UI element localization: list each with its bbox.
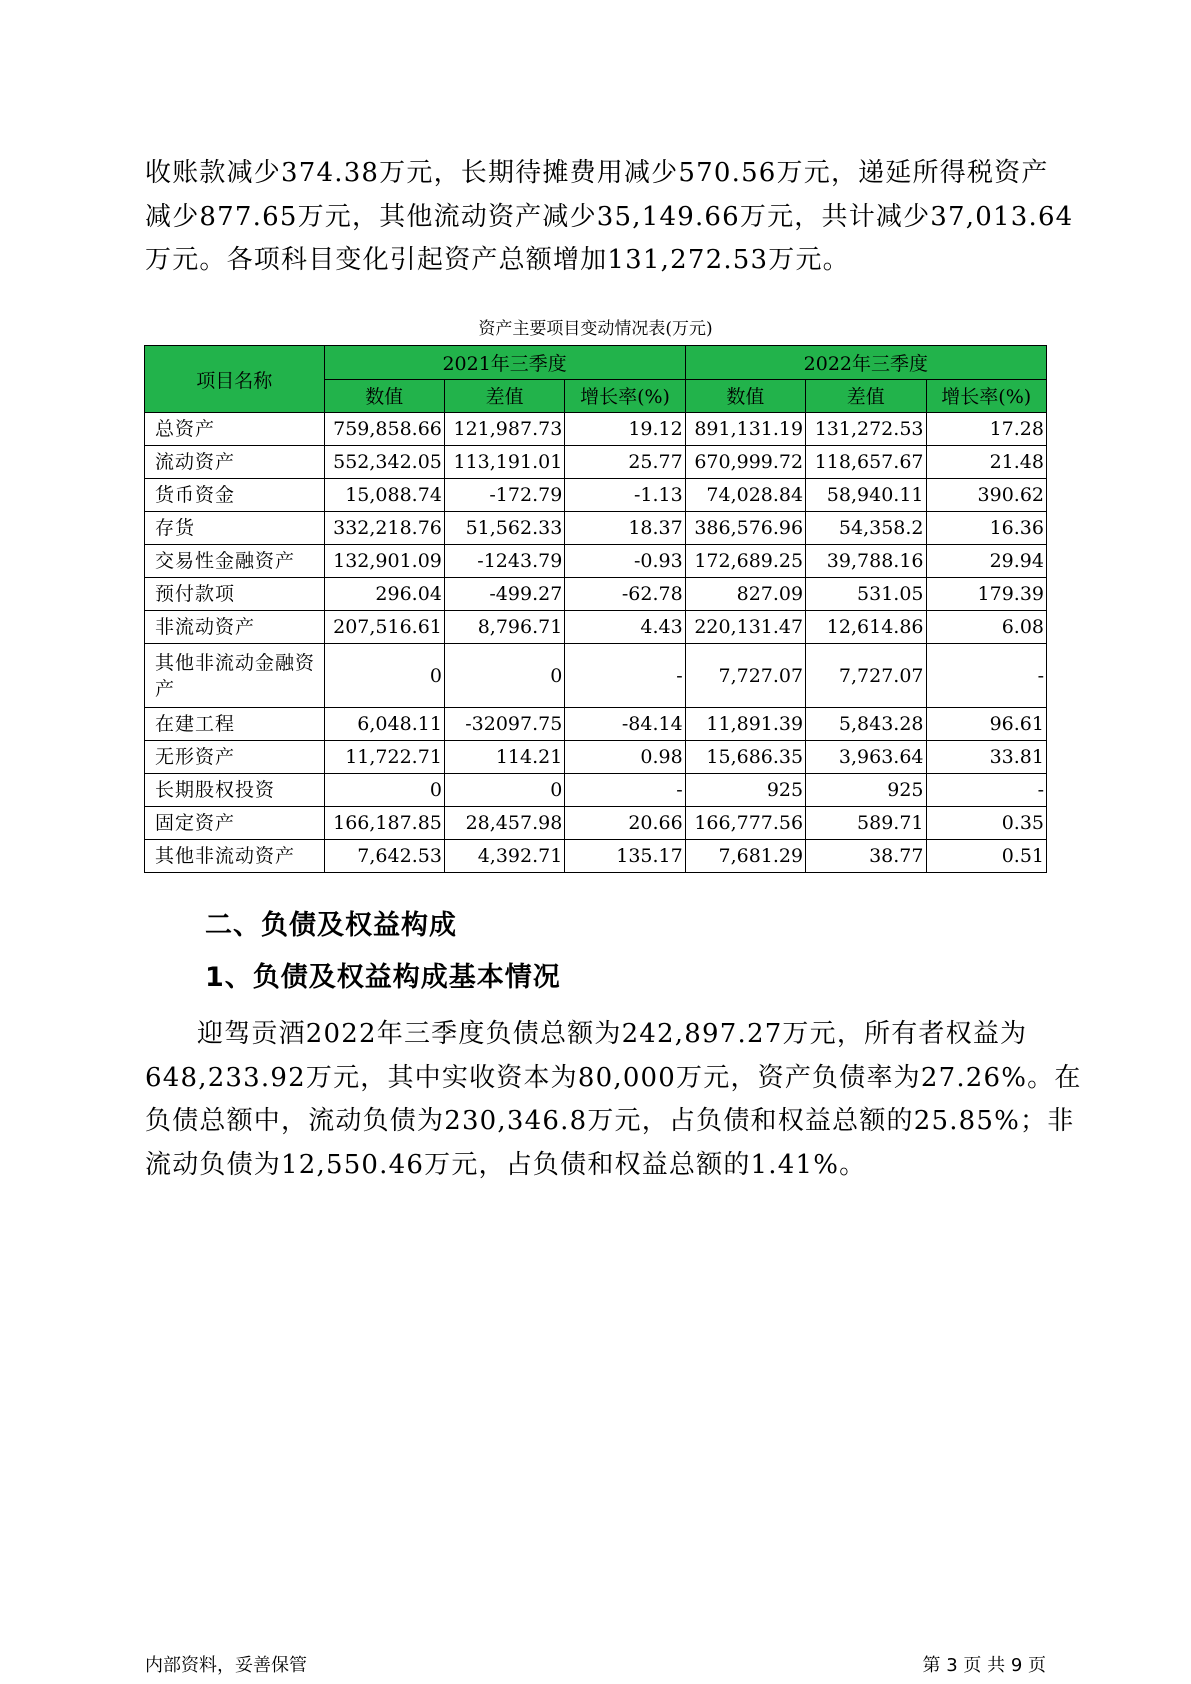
- table-cell: 17.28: [926, 413, 1047, 446]
- table-cell: 670,999.72: [685, 446, 805, 479]
- table-cell: -62.78: [565, 578, 685, 611]
- table-cell: 166,187.85: [324, 807, 444, 840]
- table-cell: 118,657.67: [806, 446, 926, 479]
- table-row: [145, 413, 1047, 446]
- table-cell: -0.93: [565, 545, 685, 578]
- row-item-name: 在建工程: [145, 708, 325, 741]
- table-cell: 220,131.47: [685, 611, 805, 644]
- table-cell: 16.36: [926, 512, 1047, 545]
- table-cell: 132,901.09: [324, 545, 444, 578]
- table-cell: -499.27: [444, 578, 564, 611]
- table-cell: 11,722.71: [324, 741, 444, 774]
- table-cell: 3,963.64: [806, 741, 926, 774]
- table-cell: 296.04: [324, 578, 444, 611]
- table-cell: 332,218.76: [324, 512, 444, 545]
- table-cell: 131,272.53: [806, 413, 926, 446]
- footer-page-number: 第 3 页 共 9 页: [922, 1655, 1046, 1676]
- paragraph-line: 648,233.92万元，其中实收资本为80,000万元，资产负债率为27.26%。在: [145, 1062, 1082, 1093]
- table-cell: 20.66: [565, 807, 685, 840]
- table-cell: 12,614.86: [806, 611, 926, 644]
- table-cell: -1243.79: [444, 545, 564, 578]
- table-cell: 6.08: [926, 611, 1047, 644]
- table-row: [145, 578, 1047, 611]
- footer-confidential-note: 内部资料，妥善保管: [145, 1655, 307, 1676]
- paragraph-line: 流动负债为12,550.46万元，占负债和权益总额的1.41%。: [145, 1149, 867, 1180]
- row-item-name: 流动资产: [145, 446, 325, 479]
- table-cell: 7,681.29: [685, 840, 805, 873]
- header-period-2021: 2021年三季度: [324, 346, 685, 380]
- header-value: 数值: [324, 379, 444, 413]
- table-cell: 18.37: [565, 512, 685, 545]
- table-cell: 6,048.11: [324, 708, 444, 741]
- header-value: 数值: [685, 379, 805, 413]
- row-item-name: 非流动资产: [145, 611, 325, 644]
- table-cell: -84.14: [565, 708, 685, 741]
- paragraph-line: 万元。各项科目变化引起资产总额增加131,272.53万元。: [145, 245, 850, 275]
- table-cell: -: [565, 644, 685, 708]
- table-cell: 15,088.74: [324, 479, 444, 512]
- table-body: [145, 413, 1047, 873]
- row-item-name: 交易性金融资产: [145, 545, 325, 578]
- table-cell: -: [926, 644, 1047, 708]
- table-cell: 827.09: [685, 578, 805, 611]
- table-caption: 资产主要项目变动情况表(万元): [478, 319, 713, 339]
- table-row: [145, 479, 1047, 512]
- table-cell: 121,987.73: [444, 413, 564, 446]
- table-cell: 589.71: [806, 807, 926, 840]
- table-cell: 172,689.25: [685, 545, 805, 578]
- table-cell: 58,940.11: [806, 479, 926, 512]
- table-cell: 135.17: [565, 840, 685, 873]
- table-cell: 38.77: [806, 840, 926, 873]
- table-cell: 28,457.98: [444, 807, 564, 840]
- table-cell: 8,796.71: [444, 611, 564, 644]
- table-cell: 33.81: [926, 741, 1047, 774]
- table-cell: 54,358.2: [806, 512, 926, 545]
- header-difference: 差值: [444, 379, 564, 413]
- header-growth-rate: 增长率(%): [565, 379, 685, 413]
- table-cell: 39,788.16: [806, 545, 926, 578]
- table-cell: 113,191.01: [444, 446, 564, 479]
- table-cell: -: [565, 774, 685, 807]
- table-cell: -172.79: [444, 479, 564, 512]
- header-period-2022: 2022年三季度: [685, 346, 1046, 380]
- paragraph-line: 减少877.65万元，其他流动资产减少35,149.66万元，共计减少37,013.64: [145, 201, 1074, 232]
- table-cell: 15,686.35: [685, 741, 805, 774]
- table-cell: -1.13: [565, 479, 685, 512]
- intro-paragraph: [145, 152, 1074, 283]
- row-item-name: 预付款项: [145, 578, 325, 611]
- table-row: [145, 512, 1047, 545]
- table-cell: 11,891.39: [685, 708, 805, 741]
- subsection-heading: 1、负债及权益构成基本情况: [205, 962, 561, 993]
- table-cell: 96.61: [926, 708, 1047, 741]
- row-item-name: 总资产: [145, 413, 325, 446]
- table-cell: 51,562.33: [444, 512, 564, 545]
- row-item-name: 固定资产: [145, 807, 325, 840]
- table-cell: 0: [444, 774, 564, 807]
- table-cell: 74,028.84: [685, 479, 805, 512]
- paragraph-line: 负债总额中，流动负债为230,346.8万元，占负债和权益总额的25.85%；非: [145, 1106, 1075, 1136]
- table-row: [145, 446, 1047, 479]
- header-growth-rate: 增长率(%): [926, 379, 1047, 413]
- liabilities-paragraph: [145, 1013, 1082, 1187]
- table-row: [145, 644, 1047, 708]
- table-cell: 4,392.71: [444, 840, 564, 873]
- row-item-name: 长期股权投资: [145, 774, 325, 807]
- table-row: [145, 774, 1047, 807]
- table-cell: 4.43: [565, 611, 685, 644]
- table-row: [145, 840, 1047, 873]
- paragraph-line: 收账款减少374.38万元，长期待摊费用减少570.56万元，递延所得税资产: [145, 158, 1049, 188]
- table-cell: 29.94: [926, 545, 1047, 578]
- table-cell: 179.39: [926, 578, 1047, 611]
- table-cell: 891,131.19: [685, 413, 805, 446]
- table-cell: 552,342.05: [324, 446, 444, 479]
- table-cell: 0.98: [565, 741, 685, 774]
- table-cell: 0: [324, 774, 444, 807]
- table-row: [145, 741, 1047, 774]
- table-cell: 7,642.53: [324, 840, 444, 873]
- table-cell: 531.05: [806, 578, 926, 611]
- table-cell: 759,858.66: [324, 413, 444, 446]
- table-cell: 0: [444, 644, 564, 708]
- header-difference: 差值: [806, 379, 926, 413]
- table-row: [145, 611, 1047, 644]
- table-cell: 0.51: [926, 840, 1047, 873]
- table-row: [145, 807, 1047, 840]
- table-cell: 0.35: [926, 807, 1047, 840]
- table-cell: 7,727.07: [685, 644, 805, 708]
- table-cell: 390.62: [926, 479, 1047, 512]
- row-item-name: 无形资产: [145, 741, 325, 774]
- table-row: [145, 545, 1047, 578]
- row-item-name: 存货: [145, 512, 325, 545]
- paragraph-line: 迎驾贡酒2022年三季度负债总额为242,897.27万元，所有者权益为: [197, 1019, 1028, 1049]
- table-cell: 207,516.61: [324, 611, 444, 644]
- row-item-name: 货币资金: [145, 479, 325, 512]
- table-cell: -: [926, 774, 1047, 807]
- table-cell: 21.48: [926, 446, 1047, 479]
- table-cell: 19.12: [565, 413, 685, 446]
- table-cell: 7,727.07: [806, 644, 926, 708]
- table-cell: 5,843.28: [806, 708, 926, 741]
- row-item-name: 其他非流动金融资产: [145, 644, 325, 708]
- table-cell: 386,576.96: [685, 512, 805, 545]
- header-item-name: 项目名称: [145, 346, 325, 413]
- table-cell: 114.21: [444, 741, 564, 774]
- table-cell: -32097.75: [444, 708, 564, 741]
- table-cell: 166,777.56: [685, 807, 805, 840]
- row-item-name: 其他非流动资产: [145, 840, 325, 873]
- table-cell: 25.77: [565, 446, 685, 479]
- table-cell: 925: [806, 774, 926, 807]
- table-cell: 925: [685, 774, 805, 807]
- table-cell: 0: [324, 644, 444, 708]
- table-row: [145, 708, 1047, 741]
- asset-change-table: [144, 345, 1047, 873]
- section-heading: 二、负债及权益构成: [205, 910, 457, 941]
